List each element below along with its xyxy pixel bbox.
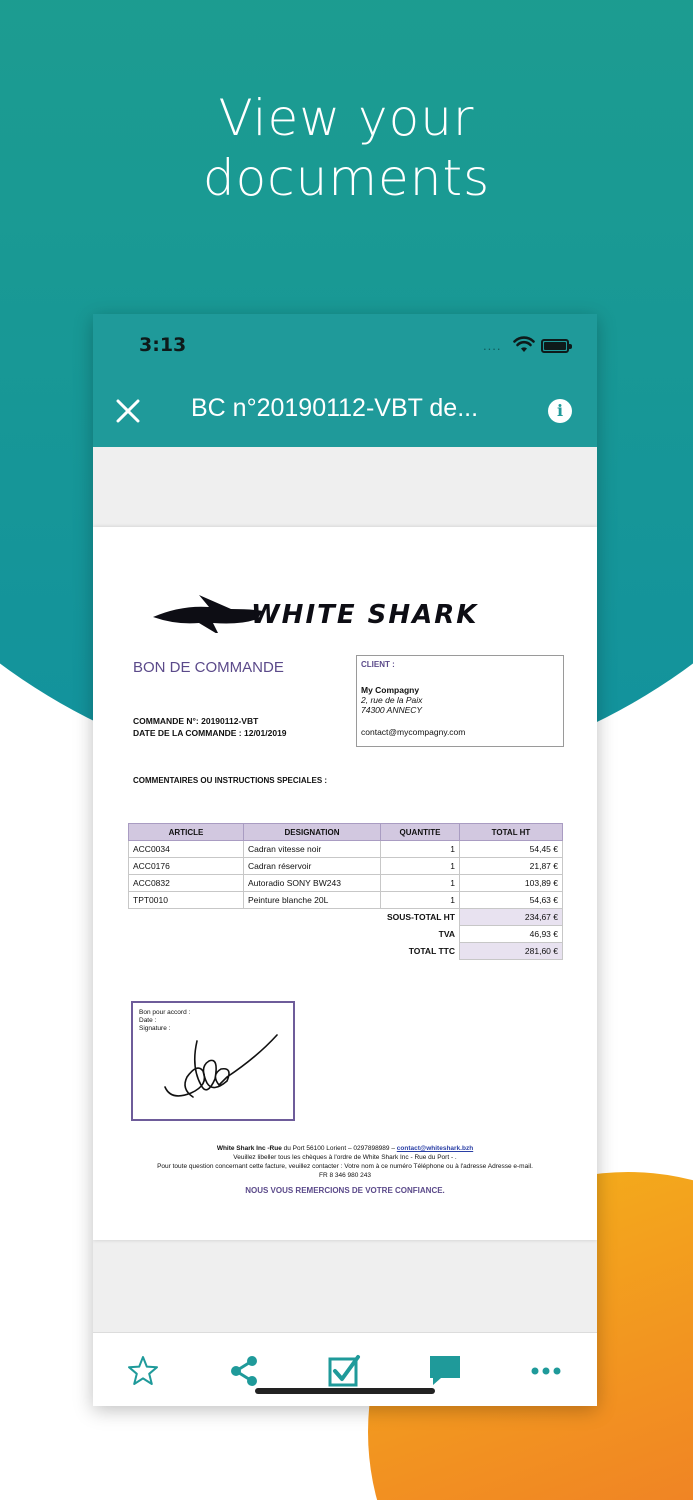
- cell-quantity: 1: [381, 841, 460, 858]
- footer-email-link[interactable]: contact@whiteshark.bzh: [396, 1145, 474, 1152]
- footer-line-4: FR 8 346 980 243: [318, 1172, 372, 1179]
- document-title: BC n°20190112-VBT de...: [191, 394, 479, 422]
- cell-designation: Peinture blanche 20L: [244, 892, 381, 909]
- footer-line-3: Pour toute question concernant cette facture, veuillez contacter : Votre nom à ce numéro Téléphone ou à l'adresse Adresse e-mail.: [157, 1163, 533, 1170]
- share-icon[interactable]: [226, 1353, 262, 1389]
- subtotal-row: [129, 909, 563, 926]
- table-row: [129, 892, 563, 909]
- total-ttc-label: TOTAL TTC: [408, 946, 455, 956]
- cell-article: TPT0010: [129, 892, 244, 909]
- client-address-1: 2, rue de la Paix: [361, 695, 423, 705]
- cell-total: 21,87 €: [460, 858, 563, 875]
- status-time: 3:13: [139, 334, 187, 356]
- cell-quantity: 1: [381, 892, 460, 909]
- headline-line-1: View your: [218, 89, 475, 147]
- more-icon[interactable]: [528, 1353, 564, 1389]
- table-row: [129, 875, 563, 892]
- order-date: 12/01/2019: [243, 728, 287, 738]
- cell-total: 103,89 €: [460, 875, 563, 892]
- client-box: [356, 655, 564, 747]
- order-number: 20190112-VBT: [201, 716, 259, 726]
- comment-icon[interactable]: [427, 1353, 463, 1389]
- total-ttc-value: 281,60 €: [460, 943, 563, 960]
- client-name: My Compagny: [361, 685, 420, 695]
- tva-row: [129, 926, 563, 943]
- table-row: [129, 841, 563, 858]
- order-table: [128, 823, 563, 960]
- signature-line-signature: Signature :: [139, 1025, 171, 1032]
- shark-logo-graphic: [151, 583, 531, 633]
- table-row: [129, 858, 563, 875]
- cell-designation: Autoradio SONY BW243: [244, 875, 381, 892]
- bottom-toolbar: [93, 1332, 597, 1406]
- cell-total: 54,45 €: [460, 841, 563, 858]
- cell-article: ACC0034: [129, 841, 244, 858]
- handwritten-signature: [157, 1027, 287, 1107]
- footer-thanks: NOUS VOUS REMERCIONS DE VOTRE CONFIANCE.: [245, 1186, 445, 1195]
- tva-value: 46,93 €: [460, 926, 563, 943]
- footer-line-1: [93, 1144, 597, 1153]
- document-page: [93, 527, 597, 1240]
- footer-address: du Port 56100 Lorient – 0297898989 –: [281, 1145, 397, 1152]
- battery-icon: [541, 339, 569, 353]
- document-footer: [93, 1144, 597, 1195]
- signal-indicator: ....: [483, 338, 502, 353]
- headline-line-2: documents: [202, 149, 491, 207]
- close-icon[interactable]: [113, 396, 143, 426]
- cell-article: ACC0832: [129, 875, 244, 892]
- total-ttc-row: [129, 943, 563, 960]
- client-label: CLIENT :: [361, 660, 395, 669]
- checkbox-icon[interactable]: [326, 1353, 362, 1389]
- order-date-label: DATE DE LA COMMANDE :: [133, 728, 242, 738]
- wifi-icon: [513, 336, 535, 354]
- cell-total: 54,63 €: [460, 892, 563, 909]
- headline: [0, 88, 693, 208]
- subtotal-value: 234,67 €: [460, 909, 563, 926]
- subtotal-label: SOUS-TOTAL HT: [387, 912, 455, 923]
- order-number-label: COMMANDE N°:: [133, 716, 199, 726]
- order-heading: BON DE COMMANDE: [133, 659, 284, 676]
- order-date-line: [133, 728, 287, 738]
- cell-designation: Cadran réservoir: [244, 858, 381, 875]
- cell-designation: Cadran vitesse noir: [244, 841, 381, 858]
- signature-box: [131, 1001, 295, 1121]
- footer-company: White Shark Inc -Rue: [216, 1145, 282, 1152]
- cell-article: ACC0176: [129, 858, 244, 875]
- order-number-line: [133, 716, 258, 726]
- app-bar: [93, 314, 597, 447]
- column-header-total-ht: TOTAL HT: [460, 824, 563, 841]
- client-address-2: 74300 ANNECY: [361, 705, 423, 715]
- comments-label: COMMENTAIRES OU INSTRUCTIONS SPECIALES :: [133, 776, 328, 785]
- signature-line-date: Date :: [139, 1017, 157, 1024]
- phone-screen: [93, 314, 597, 1406]
- tva-label: TVA: [438, 929, 455, 939]
- table-header-row: [129, 824, 563, 841]
- svg-text:WHITE SHARK: WHITE SHARK: [251, 600, 479, 630]
- footer-line-2: Veuillez libeller tous les chèques à l'ordre de White Shark Inc - Rue du Port - .: [233, 1154, 457, 1161]
- column-header-quantite: QUANTITE: [381, 824, 460, 841]
- column-header-designation: DESIGNATION: [244, 824, 381, 841]
- star-icon[interactable]: [125, 1353, 161, 1389]
- signature-line-approval: Bon pour accord :: [139, 1009, 191, 1016]
- client-email: contact@mycompagny.com: [361, 727, 466, 737]
- home-indicator[interactable]: [255, 1388, 435, 1394]
- cell-quantity: 1: [381, 858, 460, 875]
- cell-quantity: 1: [381, 875, 460, 892]
- column-header-article: ARTICLE: [129, 824, 244, 841]
- info-icon[interactable]: i: [548, 399, 572, 423]
